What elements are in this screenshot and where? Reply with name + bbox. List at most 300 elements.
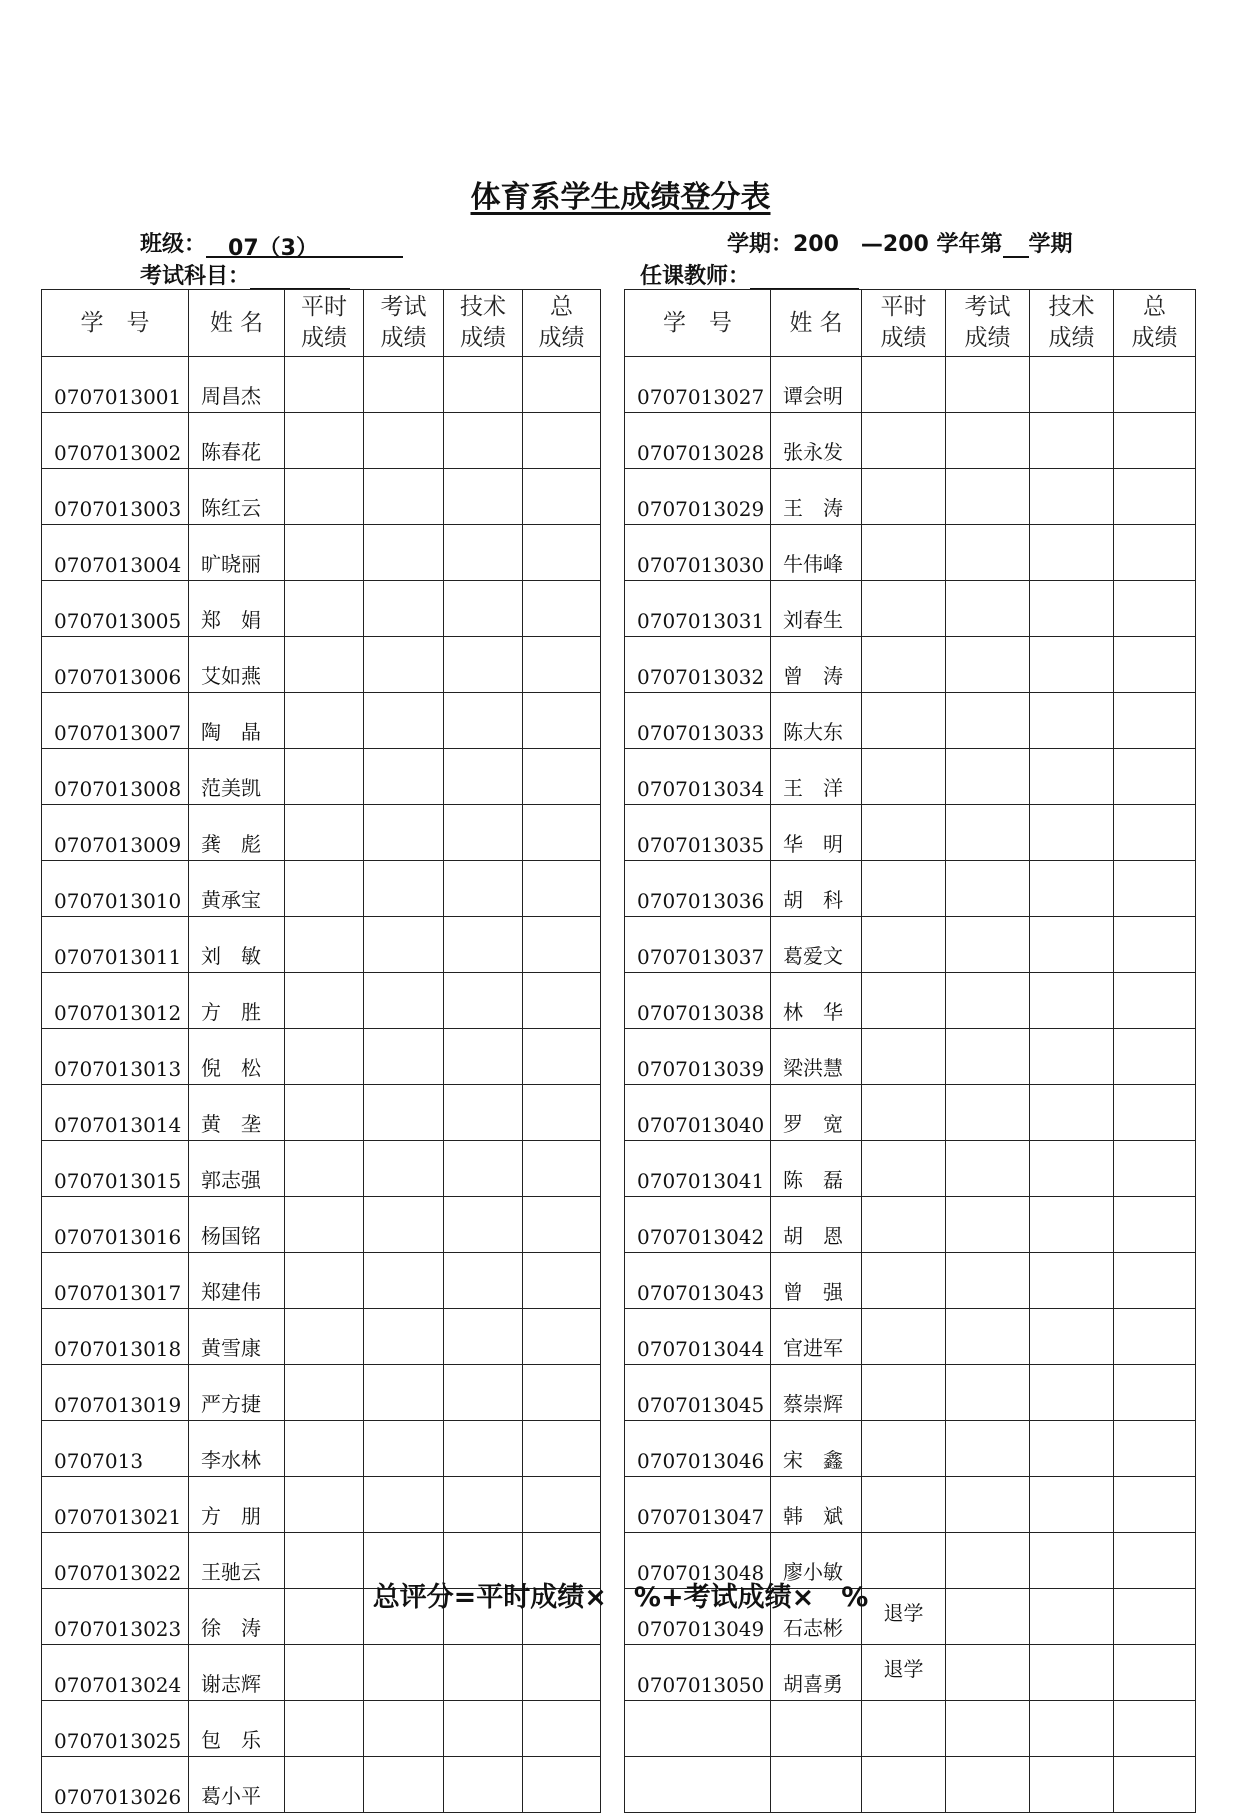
student-name-cell: 陈大东 (771, 693, 862, 749)
student-name-cell: 陈红云 (189, 469, 285, 525)
student-name-cell: 胡 恩 (771, 1197, 862, 1253)
exam-score-cell[interactable] (946, 357, 1030, 413)
total-score-cell[interactable] (523, 1253, 601, 1309)
regular-score-cell[interactable] (862, 469, 946, 525)
student-id-cell: 0707013008 (42, 749, 189, 805)
exam-score-cell[interactable] (946, 1477, 1030, 1533)
skill-score-cell[interactable] (444, 1197, 523, 1253)
skill-score-cell[interactable] (1030, 693, 1114, 749)
term-field (727, 227, 1073, 258)
student-id-cell: 0707013011 (42, 917, 189, 973)
student-id-cell (625, 1701, 771, 1757)
skill-score-cell[interactable] (444, 469, 523, 525)
total-score-cell[interactable] (1114, 1197, 1196, 1253)
regular-score-cell[interactable] (285, 1645, 364, 1701)
exam-score-cell[interactable] (364, 861, 444, 917)
term-suffix: 学期 (1028, 232, 1073, 257)
regular-score-cell[interactable] (862, 525, 946, 581)
student-id-cell: 0707013016 (42, 1197, 189, 1253)
regular-score-cell[interactable] (285, 917, 364, 973)
regular-score-cell[interactable] (285, 1141, 364, 1197)
student-id-cell: 0707013003 (42, 469, 189, 525)
regular-score-cell[interactable] (862, 1421, 946, 1477)
table-row (42, 1477, 601, 1533)
table-row (42, 1421, 601, 1477)
student-name-cell: 周昌杰 (189, 357, 285, 413)
student-id-cell: 0707013004 (42, 525, 189, 581)
regular-score-cell[interactable] (862, 413, 946, 469)
student-id-cell: 0707013045 (625, 1365, 771, 1421)
regular-score-cell[interactable] (862, 1253, 946, 1309)
student-id-cell: 0707013027 (625, 357, 771, 413)
regular-score-cell[interactable] (862, 693, 946, 749)
exam-score-cell[interactable] (364, 581, 444, 637)
table-row (625, 1085, 1196, 1141)
regular-score-cell[interactable] (862, 637, 946, 693)
skill-score-cell[interactable] (1030, 1197, 1114, 1253)
total-score-cell[interactable] (1114, 1645, 1196, 1701)
total-score-cell[interactable] (523, 973, 601, 1029)
skill-score-cell[interactable] (444, 637, 523, 693)
table-row (42, 1365, 601, 1421)
total-score-cell[interactable] (1114, 805, 1196, 861)
student-name-cell: 王 涛 (771, 469, 862, 525)
total-score-cell[interactable] (1114, 973, 1196, 1029)
exam-score-cell[interactable] (946, 525, 1030, 581)
total-score-cell[interactable] (1114, 1421, 1196, 1477)
exam-score-cell[interactable] (364, 1645, 444, 1701)
skill-score-cell[interactable] (1030, 1141, 1114, 1197)
exam-score-cell[interactable] (946, 749, 1030, 805)
total-score-cell[interactable] (523, 1085, 601, 1141)
skill-score-cell[interactable] (1030, 973, 1114, 1029)
total-score-cell[interactable] (1114, 1701, 1196, 1757)
student-name-cell: 徐 涛 (189, 1589, 285, 1645)
exam-score-cell[interactable] (364, 1365, 444, 1421)
regular-score-cell[interactable] (862, 1701, 946, 1757)
column-header-total: 总 成绩 (1114, 290, 1196, 357)
regular-score-cell[interactable] (862, 917, 946, 973)
skill-score-cell[interactable] (1030, 581, 1114, 637)
table-row (625, 1365, 1196, 1421)
student-id-cell: 0707013006 (42, 637, 189, 693)
skill-score-cell[interactable] (444, 917, 523, 973)
student-name-cell: 包 乐 (189, 1701, 285, 1757)
exam-score-cell[interactable] (946, 1085, 1030, 1141)
skill-score-cell[interactable] (1030, 413, 1114, 469)
total-score-cell[interactable] (1114, 1029, 1196, 1085)
total-score-cell[interactable] (1114, 637, 1196, 693)
student-id-cell: 0707013048 (625, 1533, 771, 1589)
term-label: 学期：200 —200 学年第 (727, 232, 1003, 257)
student-id-cell: 0707013040 (625, 1085, 771, 1141)
table-row (625, 1309, 1196, 1365)
total-score-cell[interactable] (523, 1197, 601, 1253)
skill-score-cell[interactable] (444, 861, 523, 917)
exam-score-cell[interactable] (946, 1365, 1030, 1421)
skill-score-cell[interactable] (1030, 1085, 1114, 1141)
student-id-cell: 0707013042 (625, 1197, 771, 1253)
regular-score-cell[interactable] (285, 637, 364, 693)
student-id-cell: 0707013037 (625, 917, 771, 973)
exam-score-cell[interactable] (946, 413, 1030, 469)
table-row (42, 469, 601, 525)
class-value[interactable]: 07（3） (206, 231, 403, 258)
regular-score-cell[interactable] (285, 1421, 364, 1477)
student-name-cell: 陈春花 (189, 413, 285, 469)
skill-score-cell[interactable] (1030, 1757, 1114, 1813)
student-id-cell: 0707013001 (42, 357, 189, 413)
regular-score-cell[interactable] (862, 973, 946, 1029)
total-score-cell[interactable] (523, 861, 601, 917)
exam-score-cell[interactable] (946, 1645, 1030, 1701)
student-id-cell: 0707013047 (625, 1477, 771, 1533)
total-score-cell[interactable] (1114, 1253, 1196, 1309)
exam-score-cell[interactable] (364, 469, 444, 525)
total-score-cell[interactable] (1114, 1141, 1196, 1197)
total-score-cell[interactable] (523, 637, 601, 693)
total-score-cell[interactable] (1114, 1085, 1196, 1141)
column-header-id: 学 号 (42, 290, 189, 357)
skill-score-cell[interactable] (1030, 1701, 1114, 1757)
table-row (625, 1029, 1196, 1085)
student-name-cell: 倪 松 (189, 1029, 285, 1085)
exam-score-cell[interactable] (364, 357, 444, 413)
total-score-cell[interactable] (523, 693, 601, 749)
exam-score-cell[interactable] (946, 581, 1030, 637)
skill-score-cell[interactable] (444, 749, 523, 805)
exam-score-cell[interactable] (364, 973, 444, 1029)
total-score-cell[interactable] (1114, 693, 1196, 749)
student-id-cell: 0707013050 (625, 1645, 771, 1701)
regular-score-cell[interactable] (285, 749, 364, 805)
regular-score-cell[interactable] (862, 1085, 946, 1141)
total-score-cell[interactable] (1114, 749, 1196, 805)
exam-score-cell[interactable] (364, 1309, 444, 1365)
total-score-cell[interactable] (1114, 1757, 1196, 1813)
exam-score-cell[interactable] (364, 1253, 444, 1309)
total-score-cell[interactable] (1114, 917, 1196, 973)
skill-score-cell[interactable] (444, 973, 523, 1029)
exam-score-cell[interactable] (364, 1197, 444, 1253)
student-id-cell: 0707013010 (42, 861, 189, 917)
student-id-cell: 0707013013 (42, 1029, 189, 1085)
page-title: 体育系学生成绩登分表 (470, 180, 771, 215)
total-score-cell[interactable] (523, 1309, 601, 1365)
student-id-cell: 0707013002 (42, 413, 189, 469)
skill-score-cell[interactable] (444, 1309, 523, 1365)
exam-score-cell[interactable] (364, 637, 444, 693)
skill-score-cell[interactable] (1030, 917, 1114, 973)
class-field (140, 227, 403, 261)
table-row (42, 1197, 601, 1253)
skill-score-cell[interactable] (1030, 1253, 1114, 1309)
regular-score-cell[interactable] (285, 1701, 364, 1757)
skill-score-cell[interactable] (1030, 1309, 1114, 1365)
total-score-cell[interactable] (523, 1757, 601, 1813)
exam-score-cell[interactable] (364, 1757, 444, 1813)
regular-score-cell[interactable]: 退学 (862, 1645, 946, 1701)
student-id-cell: 0707013019 (42, 1365, 189, 1421)
student-id-cell: 0707013029 (625, 469, 771, 525)
student-name-cell: 黄雪康 (189, 1309, 285, 1365)
student-name-cell: 龚 彪 (189, 805, 285, 861)
total-score-cell[interactable] (1114, 1477, 1196, 1533)
total-score-cell[interactable] (523, 357, 601, 413)
exam-score-cell[interactable] (364, 1085, 444, 1141)
student-id-cell: 0707013044 (625, 1309, 771, 1365)
table-row (42, 357, 601, 413)
exam-score-cell[interactable] (364, 1701, 444, 1757)
student-id-cell: 0707013034 (625, 749, 771, 805)
regular-score-cell[interactable] (285, 973, 364, 1029)
table-row (625, 917, 1196, 973)
total-score-cell[interactable] (523, 1365, 601, 1421)
student-id-cell: 0707013022 (42, 1533, 189, 1589)
student-name-cell: 蔡崇辉 (771, 1365, 862, 1421)
regular-score-cell[interactable] (285, 413, 364, 469)
table-row (42, 637, 601, 693)
exam-score-cell[interactable] (364, 917, 444, 973)
student-id-cell: 0707013035 (625, 805, 771, 861)
regular-score-cell[interactable] (285, 693, 364, 749)
regular-score-cell[interactable] (862, 581, 946, 637)
class-label: 班级： (140, 232, 207, 257)
total-score-cell[interactable] (1114, 525, 1196, 581)
student-id-cell: 0707013039 (625, 1029, 771, 1085)
table-row (625, 1701, 1196, 1757)
table-row (625, 357, 1196, 413)
exam-score-cell[interactable] (946, 1253, 1030, 1309)
table-row (42, 525, 601, 581)
skill-score-cell[interactable] (444, 1757, 523, 1813)
table-row (42, 1141, 601, 1197)
exam-score-cell[interactable] (364, 1141, 444, 1197)
skill-score-cell[interactable] (1030, 357, 1114, 413)
column-header-name: 姓 名 (771, 290, 862, 357)
skill-score-cell[interactable] (444, 1141, 523, 1197)
table-row (625, 637, 1196, 693)
table-row (42, 1029, 601, 1085)
regular-score-cell[interactable] (862, 1309, 946, 1365)
table-row (42, 1253, 601, 1309)
skill-score-cell[interactable] (444, 1365, 523, 1421)
table-row (42, 805, 601, 861)
total-score-cell[interactable] (523, 525, 601, 581)
student-name-cell: 葛小平 (189, 1757, 285, 1813)
regular-score-cell[interactable] (862, 861, 946, 917)
regular-score-cell[interactable] (862, 1197, 946, 1253)
subject-field (140, 259, 350, 290)
skill-score-cell[interactable] (444, 1645, 523, 1701)
exam-score-cell[interactable] (364, 1029, 444, 1085)
student-name-cell (771, 1757, 862, 1813)
regular-score-cell[interactable] (285, 469, 364, 525)
regular-score-cell[interactable] (285, 1757, 364, 1813)
regular-score-cell[interactable] (862, 749, 946, 805)
exam-score-cell[interactable] (946, 805, 1030, 861)
regular-score-cell[interactable] (862, 1757, 946, 1813)
skill-score-cell[interactable] (444, 1701, 523, 1757)
table-row (625, 525, 1196, 581)
exam-score-cell[interactable] (946, 1421, 1030, 1477)
exam-score-cell[interactable] (946, 1309, 1030, 1365)
total-score-cell[interactable] (523, 1477, 601, 1533)
skill-score-cell[interactable] (444, 1085, 523, 1141)
skill-score-cell[interactable] (444, 1029, 523, 1085)
student-name-cell: 石志彬 (771, 1589, 862, 1645)
regular-score-cell[interactable] (285, 1197, 364, 1253)
regular-score-cell[interactable] (862, 1029, 946, 1085)
skill-score-cell[interactable] (444, 1421, 523, 1477)
regular-score-cell[interactable] (862, 1365, 946, 1421)
exam-score-cell[interactable] (946, 469, 1030, 525)
table-row (625, 581, 1196, 637)
skill-score-cell[interactable] (444, 1253, 523, 1309)
student-id-cell: 0707013028 (625, 413, 771, 469)
regular-score-cell[interactable] (285, 1477, 364, 1533)
total-score-cell[interactable] (1114, 1309, 1196, 1365)
total-score-cell[interactable] (523, 805, 601, 861)
exam-score-cell[interactable] (364, 805, 444, 861)
exam-score-cell[interactable] (946, 1141, 1030, 1197)
skill-score-cell[interactable] (1030, 805, 1114, 861)
student-name-cell: 刘春生 (771, 581, 862, 637)
total-score-cell[interactable] (523, 581, 601, 637)
exam-score-cell[interactable] (946, 693, 1030, 749)
student-name-cell: 严方捷 (189, 1365, 285, 1421)
total-score-cell[interactable] (1114, 357, 1196, 413)
exam-score-cell[interactable] (946, 1701, 1030, 1757)
skill-score-cell[interactable] (444, 525, 523, 581)
skill-score-cell[interactable] (444, 413, 523, 469)
exam-score-cell[interactable] (946, 1029, 1030, 1085)
exam-score-cell[interactable] (364, 693, 444, 749)
regular-score-cell[interactable] (285, 1029, 364, 1085)
total-score-cell[interactable] (523, 749, 601, 805)
total-score-cell[interactable] (523, 1141, 601, 1197)
exam-score-cell[interactable] (364, 749, 444, 805)
student-id-cell: 0707013033 (625, 693, 771, 749)
student-id-cell: 0707013026 (42, 1757, 189, 1813)
student-id-cell: 0707013046 (625, 1421, 771, 1477)
column-header-skill: 技术 成绩 (444, 290, 523, 357)
exam-score-cell[interactable] (946, 637, 1030, 693)
exam-score-cell[interactable] (946, 917, 1030, 973)
subject-blank[interactable] (250, 263, 350, 290)
skill-score-cell[interactable] (1030, 1029, 1114, 1085)
teacher-blank[interactable] (750, 263, 859, 290)
skill-score-cell[interactable] (1030, 1477, 1114, 1533)
exam-score-cell[interactable] (364, 1421, 444, 1477)
skill-score-cell[interactable] (444, 693, 523, 749)
regular-score-cell[interactable] (285, 581, 364, 637)
table-row (42, 917, 601, 973)
skill-score-cell[interactable] (444, 805, 523, 861)
total-score-cell[interactable] (523, 1029, 601, 1085)
table-row (625, 1253, 1196, 1309)
total-score-cell[interactable] (523, 469, 601, 525)
regular-score-cell[interactable] (285, 805, 364, 861)
regular-score-cell[interactable] (285, 357, 364, 413)
total-score-cell[interactable] (523, 1421, 601, 1477)
exam-score-cell[interactable] (364, 1477, 444, 1533)
total-score-cell[interactable] (523, 413, 601, 469)
total-score-cell[interactable] (1114, 581, 1196, 637)
skill-score-cell[interactable] (1030, 525, 1114, 581)
regular-score-cell[interactable] (285, 525, 364, 581)
total-score-cell[interactable] (1114, 469, 1196, 525)
column-header-total: 总 成绩 (523, 290, 601, 357)
skill-score-cell[interactable] (444, 581, 523, 637)
total-score-cell[interactable] (523, 1645, 601, 1701)
regular-score-cell[interactable] (285, 1253, 364, 1309)
exam-score-cell[interactable] (946, 1757, 1030, 1813)
student-name-cell: 郭志强 (189, 1141, 285, 1197)
regular-score-cell[interactable] (285, 1365, 364, 1421)
skill-score-cell[interactable] (1030, 1645, 1114, 1701)
exam-score-cell[interactable] (946, 1197, 1030, 1253)
total-score-cell[interactable] (1114, 413, 1196, 469)
table-row (625, 469, 1196, 525)
skill-score-cell[interactable] (1030, 861, 1114, 917)
regular-score-cell[interactable] (285, 1085, 364, 1141)
student-id-cell: 0707013014 (42, 1085, 189, 1141)
skill-score-cell[interactable] (444, 357, 523, 413)
exam-score-cell[interactable] (946, 973, 1030, 1029)
exam-score-cell[interactable] (946, 861, 1030, 917)
regular-score-cell[interactable]: 退学 (862, 1589, 946, 1645)
table-row (42, 1085, 601, 1141)
student-name-cell: 胡 科 (771, 861, 862, 917)
regular-score-cell[interactable] (862, 805, 946, 861)
skill-score-cell[interactable] (1030, 1421, 1114, 1477)
student-id-cell: 0707013012 (42, 973, 189, 1029)
student-name-cell: 杨国铭 (189, 1197, 285, 1253)
regular-score-cell[interactable] (285, 1309, 364, 1365)
regular-score-cell[interactable] (862, 1477, 946, 1533)
regular-score-cell[interactable] (862, 1141, 946, 1197)
student-name-cell: 陶 晶 (189, 693, 285, 749)
skill-score-cell[interactable] (1030, 1365, 1114, 1421)
student-name-cell: 方 朋 (189, 1477, 285, 1533)
total-score-cell[interactable] (523, 1701, 601, 1757)
table-row (42, 1757, 601, 1813)
skill-score-cell[interactable] (1030, 749, 1114, 805)
student-name-cell: 廖小敏 (771, 1533, 862, 1589)
term-number-blank[interactable] (1003, 231, 1029, 258)
total-score-cell[interactable] (1114, 1365, 1196, 1421)
exam-score-cell[interactable] (364, 413, 444, 469)
student-id-cell: 0707013007 (42, 693, 189, 749)
student-name-cell: 韩 斌 (771, 1477, 862, 1533)
student-id-cell: 0707013015 (42, 1141, 189, 1197)
student-name-cell: 艾如燕 (189, 637, 285, 693)
regular-score-cell[interactable] (285, 861, 364, 917)
total-score-cell[interactable] (523, 917, 601, 973)
table-row (625, 1757, 1196, 1813)
regular-score-cell[interactable] (862, 357, 946, 413)
skill-score-cell[interactable] (444, 1477, 523, 1533)
table-row (42, 693, 601, 749)
skill-score-cell[interactable] (1030, 469, 1114, 525)
total-score-cell[interactable] (1114, 861, 1196, 917)
teacher-field (640, 259, 859, 290)
table-row (42, 1645, 601, 1701)
student-name-cell: 郑 娟 (189, 581, 285, 637)
skill-score-cell[interactable] (1030, 637, 1114, 693)
exam-score-cell[interactable] (364, 525, 444, 581)
